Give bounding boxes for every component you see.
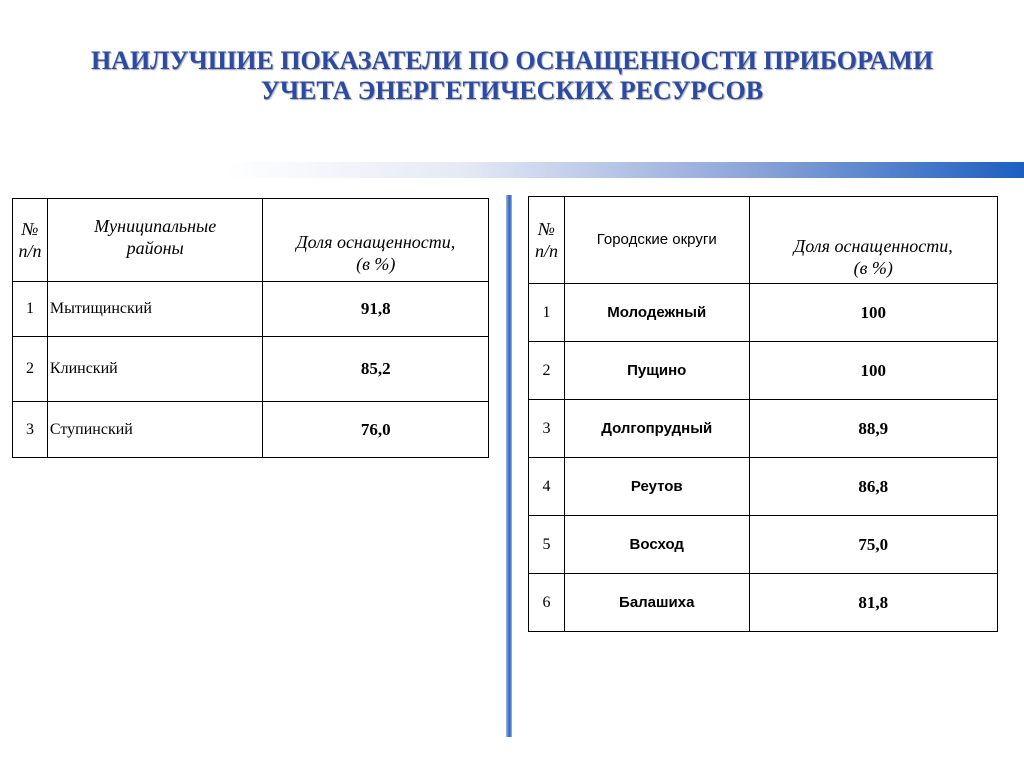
- page-title: [0, 46, 1024, 106]
- city-name: Восход: [564, 516, 749, 574]
- header-share-line2: (в %): [356, 254, 396, 274]
- header-number: [13, 199, 48, 282]
- share-value: 100: [749, 284, 997, 342]
- table-row: [529, 400, 998, 458]
- row-number: 1: [529, 284, 565, 342]
- table-header-row: [13, 199, 489, 282]
- header-district-name: [47, 199, 263, 282]
- header-share-line1: Доля оснащенности,: [793, 236, 953, 256]
- row-number: 6: [529, 574, 565, 632]
- municipal-districts-table: [12, 198, 489, 458]
- header-share-line1: Доля оснащенности,: [296, 232, 456, 252]
- table-row: [13, 282, 489, 337]
- row-number: 1: [13, 282, 48, 337]
- share-value: 85,2: [263, 337, 489, 402]
- row-number: 3: [529, 400, 565, 458]
- row-number: 2: [529, 342, 565, 400]
- share-value: 86,8: [749, 458, 997, 516]
- header-number-line2: п/п: [18, 241, 42, 261]
- district-name: Мытищинский: [47, 282, 263, 337]
- share-value: 75,0: [749, 516, 997, 574]
- header-name-line1: Муниципальные: [94, 216, 217, 236]
- city-name: Балашиха: [564, 574, 749, 632]
- header-number-line1: №: [21, 219, 39, 239]
- header-name-line2: районы: [126, 238, 184, 258]
- header-number-line2: п/п: [534, 241, 558, 261]
- header-share: [749, 197, 997, 284]
- header-city-name: Городские округи: [564, 197, 749, 284]
- row-number: 5: [529, 516, 565, 574]
- table-header-row: [529, 197, 998, 284]
- table-row: [13, 402, 489, 458]
- city-districts-table: [528, 196, 998, 632]
- district-name: Ступинский: [47, 402, 263, 458]
- share-value: 91,8: [263, 282, 489, 337]
- header-share-line2: (в %): [853, 258, 893, 278]
- header-share: [263, 199, 489, 282]
- row-number: 4: [529, 458, 565, 516]
- share-value: 81,8: [749, 574, 997, 632]
- header-number: [529, 197, 565, 284]
- share-value: 76,0: [263, 402, 489, 458]
- share-value: 88,9: [749, 400, 997, 458]
- city-name: Реутов: [564, 458, 749, 516]
- share-value: 100: [749, 342, 997, 400]
- title-line-2: УЧЕТА ЭНЕРГЕТИЧЕСКИХ РЕСУРСОВ: [260, 76, 764, 105]
- title-line-1: НАИЛУЧШИЕ ПОКАЗАТЕЛИ ПО ОСНАЩЕННОСТИ ПРИБОРАМИ: [90, 46, 934, 75]
- decorative-gradient-bar: [226, 162, 1024, 178]
- table-row: [529, 342, 998, 400]
- table-row: [529, 284, 998, 342]
- table-row: [529, 516, 998, 574]
- table-row: [529, 458, 998, 516]
- district-name: Клинский: [47, 337, 263, 402]
- city-name: Молодежный: [564, 284, 749, 342]
- row-number: 3: [13, 402, 48, 458]
- header-number-line1: №: [537, 219, 555, 239]
- city-name: Долгопрудный: [564, 400, 749, 458]
- vertical-divider: [506, 195, 512, 737]
- table-row: [529, 574, 998, 632]
- row-number: 2: [13, 337, 48, 402]
- city-name: Пущино: [564, 342, 749, 400]
- table-row: [13, 337, 489, 402]
